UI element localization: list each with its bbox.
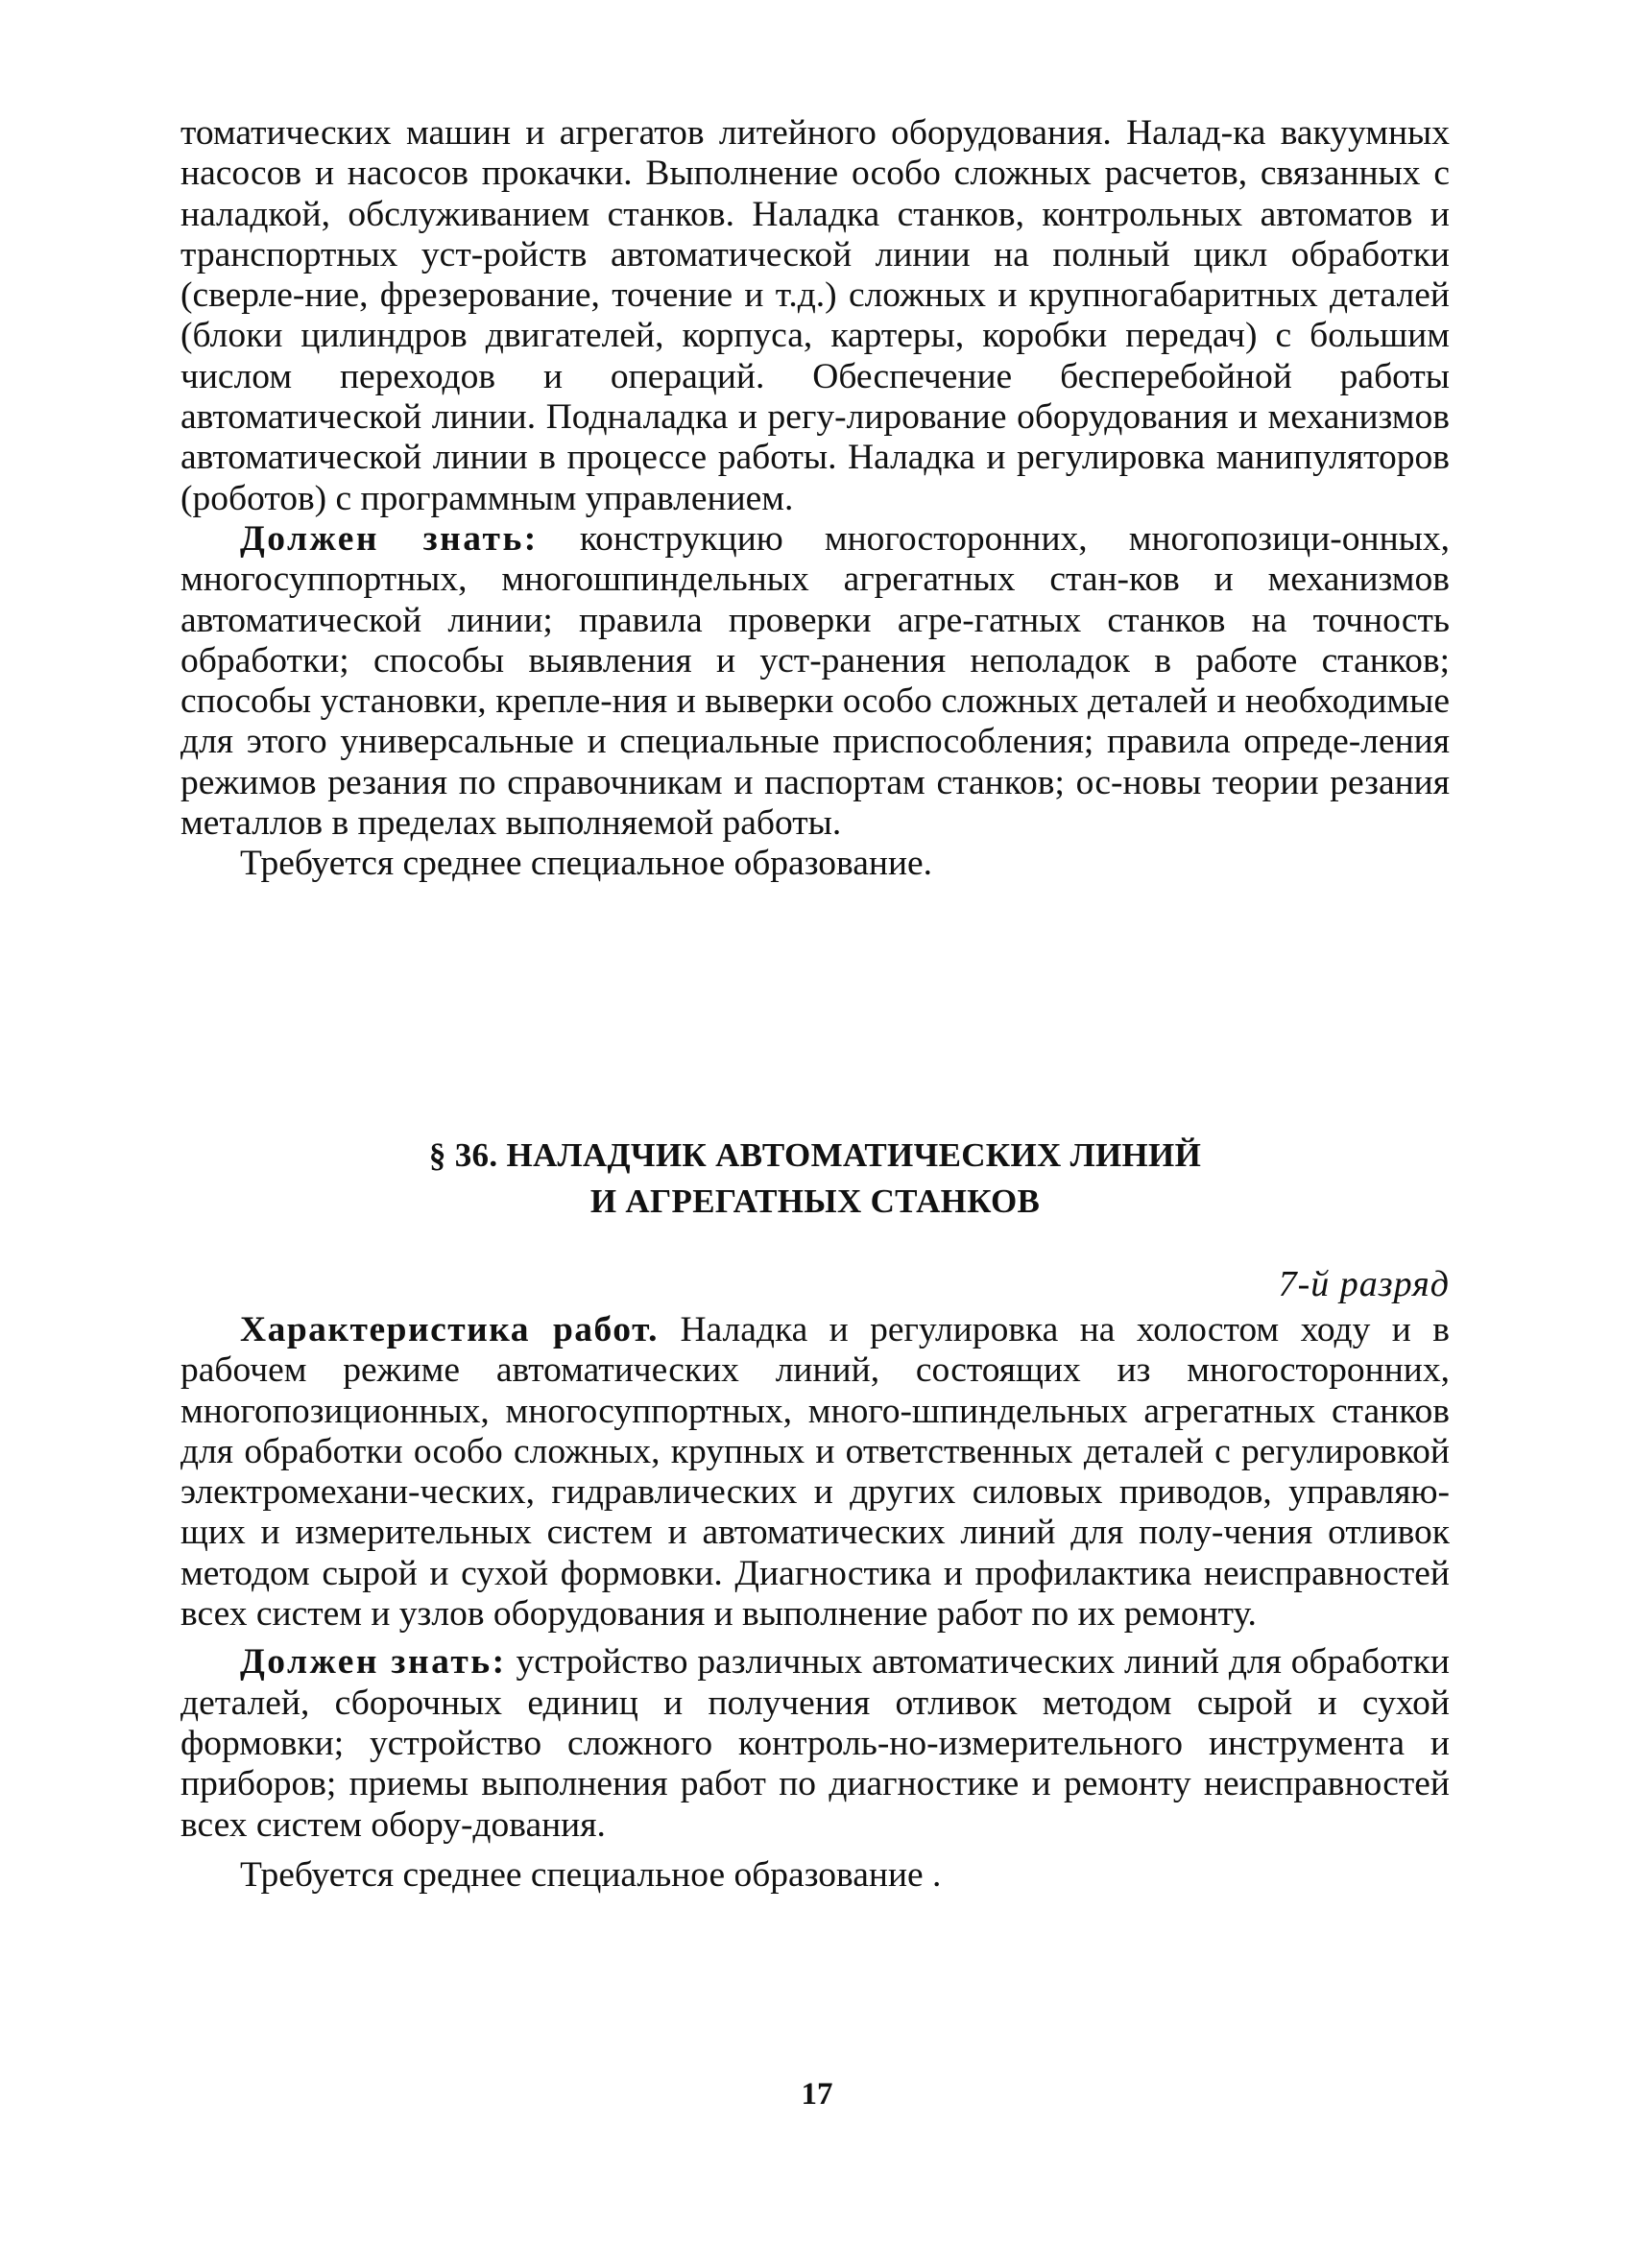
characteristics-label: Характеристика работ.	[240, 1310, 660, 1349]
top-text-block	[180, 113, 1450, 885]
section-text-block	[180, 1310, 1450, 1896]
education-requirement: Требуется среднее специальное образование.	[240, 844, 933, 884]
characteristics-text: Наладка и регулировка на холостом ходу и в рабочем режиме автоматических линий, состоящих из многосторонних, многопозиционных, многосуппортных, много-шпиндельных агрегатных станков для обработки особо сложных, крупных и ответственных деталей с регулировкой электромехани-ческих, гидравлических и других силовых приводов, управляю-щих и измерительных систем и автоматических линий для полу-чения отливок методом сырой и сухой формовки. Диагностика и профилактика неисправностей всех систем и узлов оборудования и выполнение работ по их ремонту.	[180, 1310, 1450, 1635]
must-know-label: Должен знать:	[240, 518, 539, 559]
section-heading-line-2: И АГРЕГАТНЫХ СТАНКОВ	[589, 1182, 1041, 1220]
continuation-paragraph: томатических машин и агрегатов литейного оборудования. Налад-ка вакуумных насосов и насосов прокачки. Выполнение особо сложных расчетов, связанных с наладкой, обслуживанием станков. Наладка станков, контрольных автоматов и транспортных уст-ройств автоматической линии на полный цикл обработки (сверле-ние, фрезерование, точение и т.д.) сложных и крупногабаритных деталей (блоки цилиндров двигателей, корпуса, картеры, коробки передач) с большим числом переходов и операций. Обеспечение бесперебойной работы автоматической линии. Подналадка и регу-лирование оборудования и механизмов автоматической линии в процессе работы. Наладка и регулировка манипуляторов (роботов) с программным управлением.	[180, 113, 1450, 518]
section-education-requirement: Требуется среднее специальное образование .	[240, 1854, 942, 1895]
must-know-text: конструкцию многосторонних, многопозици-онных, многосуппортных, многошпиндельных агрегатных стан-ков и механизмов автоматической линии; правила проверки агре-гатных станков на точность обработки; способы выявления и уст-ранения неполадок в работе станков; способы установки, крепле-ния и выверки особо сложных деталей и необходимые для этого универсальные и специальные приспособления; правила опреде-ления режимов резания по справочникам и паспортам станков; ос-новы теории резания металлов в пределах выполняемой работы.	[180, 518, 1450, 844]
section-heading	[180, 1133, 1450, 1225]
section-heading-line-1: § 36. НАЛАДЧИК АВТОМАТИЧЕСКИХ ЛИНИЙ	[428, 1136, 1202, 1174]
must-know-paragraph	[180, 519, 1450, 844]
page-number: 17	[801, 2077, 833, 2112]
grade-label: 7-й разряд	[1278, 1264, 1450, 1304]
section-must-know-text: устройство различных автоматических линий для обработки деталей, сборочных единиц и получения отливок методом сырой и сухой формовки; устройство сложного контроль-но-измерительного инструмента и приборов; приемы выполнения работ по диагностике и ремонту неисправностей всех систем обору-дования.	[180, 1642, 1450, 1845]
characteristics-paragraph	[180, 1310, 1450, 1635]
section-must-know-paragraph	[180, 1642, 1450, 1845]
section-must-know-label: Должен знать:	[240, 1642, 507, 1683]
